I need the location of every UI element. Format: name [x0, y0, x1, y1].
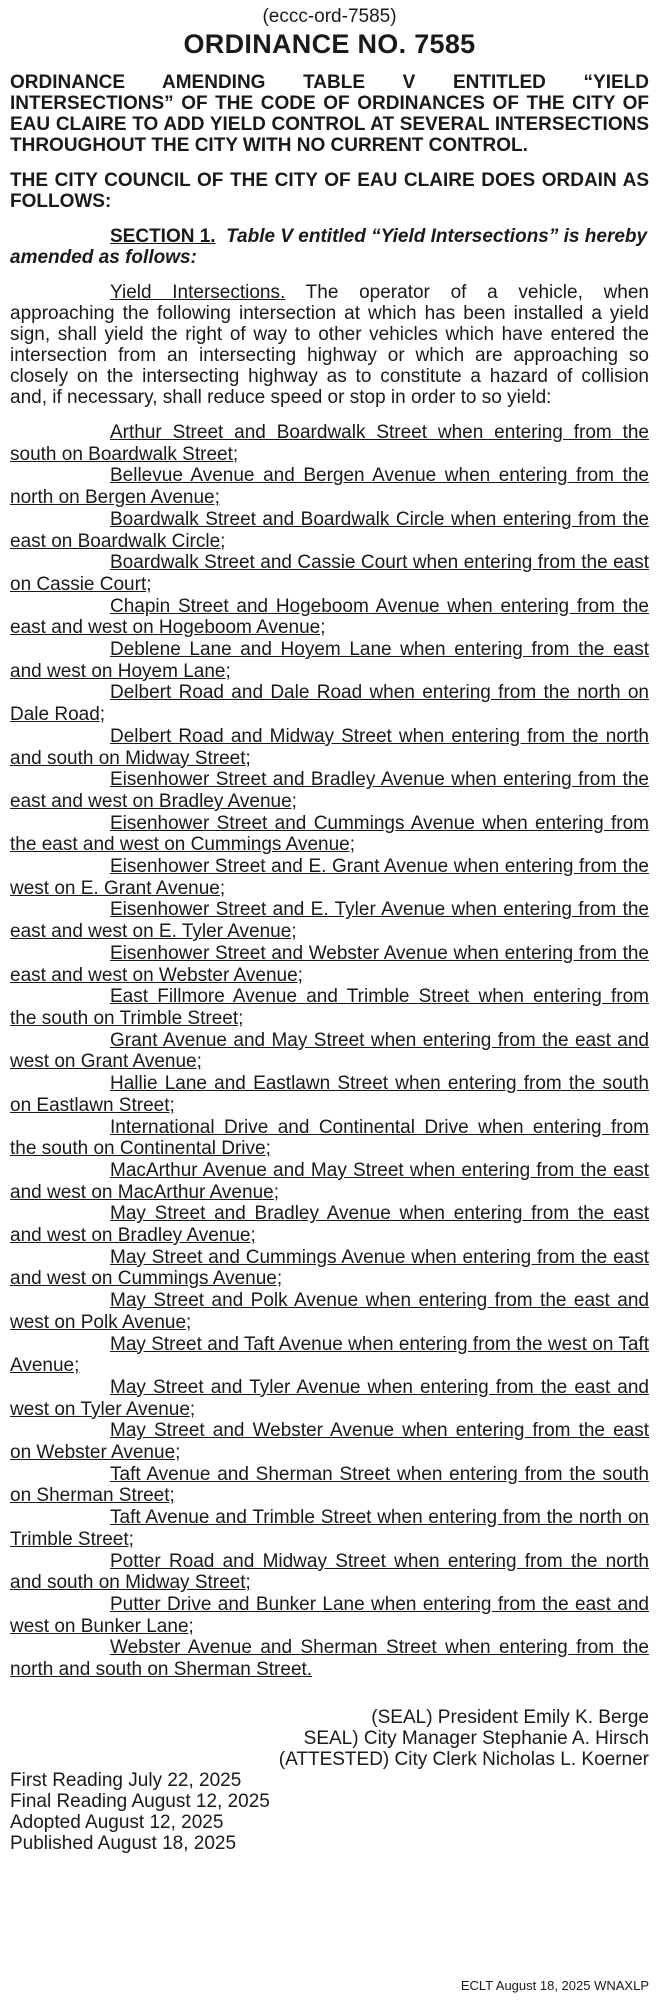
intersection-item: Grant Avenue and May Street when entering from the east and west on Grant Avenue; — [10, 1029, 649, 1073]
intersection-item: Delbert Road and Midway Street when entering from the north and south on Midway Street; — [10, 725, 649, 769]
section-1-number: SECTION 1. — [110, 226, 216, 247]
intersection-item: Boardwalk Street and Boardwalk Circle when entering from the east on Boardwalk Circle; — [10, 508, 649, 552]
adopted-date: Adopted August 12, 2025 — [10, 1811, 224, 1833]
intersection-item: International Drive and Continental Drive when entering from the south on Continental Drive; — [10, 1116, 649, 1160]
intersection-item: Eisenhower Street and Cummings Avenue when entering from the east and west on Cummings Avenue; — [10, 812, 649, 856]
intersection-list — [10, 422, 649, 1681]
intersection-item: Bellevue Avenue and Bergen Avenue when entering from the north on Bergen Avenue; — [10, 465, 649, 509]
document-id: (eccc-ord-7585) — [262, 6, 397, 27]
intersection-item: Eisenhower Street and E. Tyler Avenue when entering from the east and west on E. Tyler Avenue; — [10, 899, 649, 943]
intersection-item: Delbert Road and Dale Road when entering from the north on Dale Road; — [10, 682, 649, 726]
intersection-item: May Street and Webster Avenue when entering from the east on Webster Avenue; — [10, 1420, 649, 1464]
intersection-item: Putter Drive and Bunker Lane when entering from the east and west on Bunker Lane; — [10, 1593, 649, 1637]
intersection-item: Eisenhower Street and Webster Avenue when entering from the east and west on Webster Avenue; — [10, 942, 649, 986]
intersection-item: Potter Road and Midway Street when entering from the north and south on Midway Street; — [10, 1550, 649, 1594]
signature-city-clerk: (ATTESTED) City Clerk Nicholas L. Koerner — [278, 1748, 649, 1770]
section-1-text: Table V entitled “Yield Intersections” is hereby amended as follows: — [10, 226, 648, 268]
intersection-item: Eisenhower Street and E. Grant Avenue when entering from the west on E. Grant Avenue; — [10, 856, 649, 899]
intersection-item: May Street and Tyler Avenue when entering from the east and west on Tyler Avenue; — [10, 1376, 649, 1420]
intersection-item: Hallie Lane and Eastlawn Street when entering from the south on Eastlawn Street; — [10, 1073, 649, 1116]
signature-president: (SEAL) President Emily K. Berge — [371, 1706, 649, 1728]
intersection-item: May Street and Cummings Avenue when entering from the east and west on Cummings Avenue; — [10, 1246, 649, 1290]
intersection-item: May Street and Bradley Avenue when entering from the east and west on Bradley Avenue; — [10, 1203, 649, 1247]
intersection-item: May Street and Taft Avenue when entering from the west on Taft Avenue; — [10, 1333, 649, 1377]
intersection-item: Taft Avenue and Trimble Street when entering from the north on Trimble Street; — [10, 1507, 649, 1550]
yield-intersections-paragraph — [10, 282, 649, 408]
ordinance-title: ORDINANCE NO. 7585 — [183, 29, 476, 59]
intersection-item: Deblene Lane and Hoyem Lane when entering from the east and west on Hoyem Lane; — [10, 639, 649, 682]
intersection-item: MacArthur Avenue and May Street when entering from the east and west on MacArthur Avenue; — [10, 1159, 649, 1203]
intersection-item: East Fillmore Avenue and Trimble Street when entering from the south on Trimble Street; — [10, 986, 649, 1029]
published-date: Published August 18, 2025 — [10, 1832, 237, 1854]
signature-city-manager: SEAL) City Manager Stephanie A. Hirsch — [303, 1727, 649, 1749]
intersection-item: Arthur Street and Boardwalk Street when entering from the south on Boardwalk Street; — [10, 422, 649, 465]
final-reading-date: Final Reading August 12, 2025 — [10, 1790, 270, 1812]
reading-dates — [10, 1770, 649, 1854]
yield-intersections-text: The operator of a vehicle, when approaching the following intersection at which has been installed a yield sign, shall yield the right of way to other vehicles which have entered the intersection from an intersecting highway or which are approaching so closely on the intersecting highway as to constitute a hazard of collision and, if necessary, shall reduce speed or stop in order to so yield: — [10, 282, 649, 408]
first-reading-date: First Reading July 22, 2025 — [10, 1769, 242, 1791]
ordinance-preamble: ORDINANCE AMENDING TABLE V ENTITLED “YIELD INTERSECTIONS” OF THE CODE OF ORDINANCES OF THE CITY OF EAU CLAIRE TO ADD YIELD CONTROL AT SEVERAL INTERSECTIONS THROUGHOUT THE CITY WITH NO CURRENT CONTROL. — [10, 72, 649, 156]
council-ordains-statement: THE CITY COUNCIL OF THE CITY OF EAU CLAIRE DOES ORDAIN AS FOLLOWS: — [10, 170, 649, 212]
section-1-heading — [10, 226, 649, 268]
intersection-item: Eisenhower Street and Bradley Avenue when entering from the east and west on Bradley Avenue; — [10, 769, 649, 812]
signature-block — [10, 1707, 649, 1770]
intersection-item: May Street and Polk Avenue when entering from the east and west on Polk Avenue; — [10, 1290, 649, 1333]
intersection-item: Taft Avenue and Sherman Street when entering from the south on Sherman Street; — [10, 1463, 649, 1507]
intersection-item: Boardwalk Street and Cassie Court when entering from the east on Cassie Court; — [10, 552, 649, 595]
intersection-item: Chapin Street and Hogeboom Avenue when entering from the east and west on Hogeboom Avenue; — [10, 595, 649, 639]
intersection-item: Webster Avenue and Sherman Street when entering from the north and south on Sherman Street. — [10, 1637, 649, 1681]
publication-code: ECLT August 18, 2025 WNAXLP — [460, 1978, 649, 1993]
yield-intersections-lead: Yield Intersections. — [110, 282, 286, 303]
